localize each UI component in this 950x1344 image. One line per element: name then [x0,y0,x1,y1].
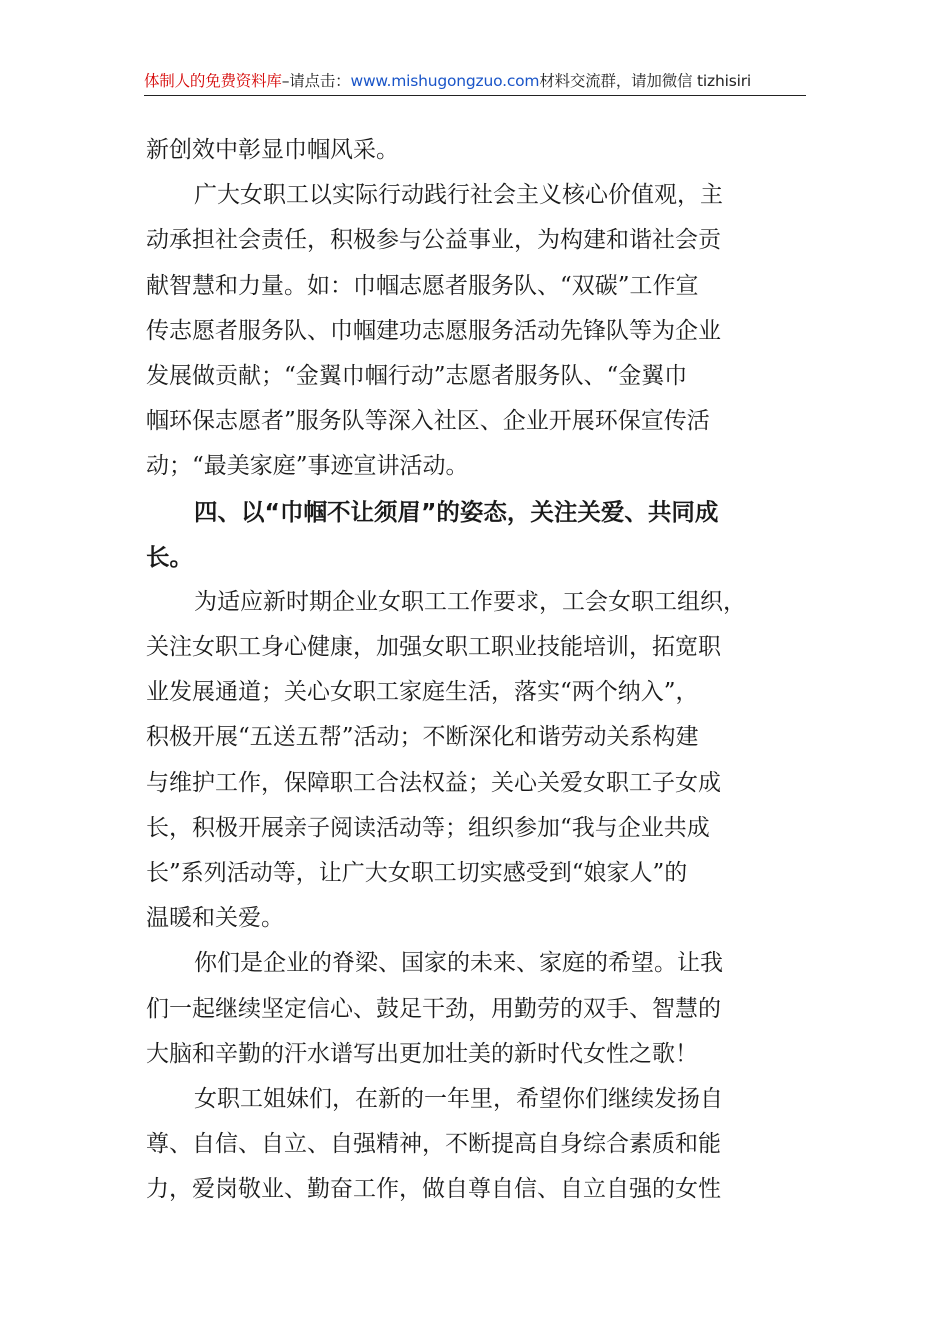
text-line: 动；“最美家庭”事迹宣讲活动。 [146,453,469,480]
text-line: 关注女职工身心健康，加强女职工职业技能培训，拓宽职 [146,634,721,661]
text-line: 传志愿者服务队、巾帼建功志愿服务活动先锋队等为企业 [146,317,721,344]
text-line: 帼环保志愿者”服务队等深入社区、企业开展环保宣传活 [146,408,710,435]
text-line: 们一起继续坚定信心、鼓足干劲，用勤劳的双手、智慧的 [146,995,721,1022]
text-line: 力，爱岗敬业、勤奋工作，做自尊自信、自立自强的女性 [146,1176,721,1203]
text-line: 献智慧和力量。如：巾帼志愿者服务队、“双碳”工作宣 [146,272,699,299]
text-line: 尊、自信、自立、自强精神，不断提高自身综合素质和能 [146,1131,721,1158]
section-heading-line: 四、以“巾帼不让须眉”的姿态，关注关爱、共同成 [194,497,719,526]
text-line: 与维护工作，保障职工合法权益；关心关爱女职工子女成 [146,769,721,796]
document-body [146,128,806,1213]
header-prompt: –请点击： [281,72,351,90]
paragraph-start-line: 你们是企业的脊梁、国家的未来、家庭的希望。让我 [194,950,723,977]
header-url-link[interactable]: www.mishugongzuo.com [350,72,540,90]
header-wechat-note: 材料交流群，请加微信 tizhisiri [539,72,751,90]
text-line: 发展做贡献；“金翼巾帼行动”志愿者服务队、“金翼巾 [146,362,688,389]
text-line: 业发展通道；关心女职工家庭生活，落实“两个纳入”， [146,679,699,706]
paragraph-start-line: 广大女职工以实际行动践行社会主义核心价值观，主 [194,182,723,209]
text-line: 新创效中彰显巾帼风采。 [146,137,399,163]
page-header [144,66,806,96]
text-line: 长”系列活动等，让广大女职工切实感受到“娘家人”的 [146,860,688,886]
text-line: 大脑和辛勤的汗水谱写出更加壮美的新时代女性之歌！ [146,1040,698,1067]
paragraph-start-line: 为适应新时期企业女职工工作要求，工会女职工组织， [194,588,746,615]
text-line: 动承担社会责任，积极参与公益事业，为构建和谐社会贡 [146,227,721,254]
text-line: 温暖和关爱。 [146,905,284,932]
paragraph-start-line: 女职工姐妹们，在新的一年里，希望你们继续发扬自 [194,1085,723,1112]
header-brand: 体制人的免费资料库 [144,72,282,90]
text-line: 长，积极开展亲子阅读活动等；组织参加“我与企业共成 [146,814,710,841]
text-line: 积极开展“五送五帮”活动；不断深化和谐劳动关系构建 [146,724,699,751]
section-heading-line: 长。 [146,542,193,571]
